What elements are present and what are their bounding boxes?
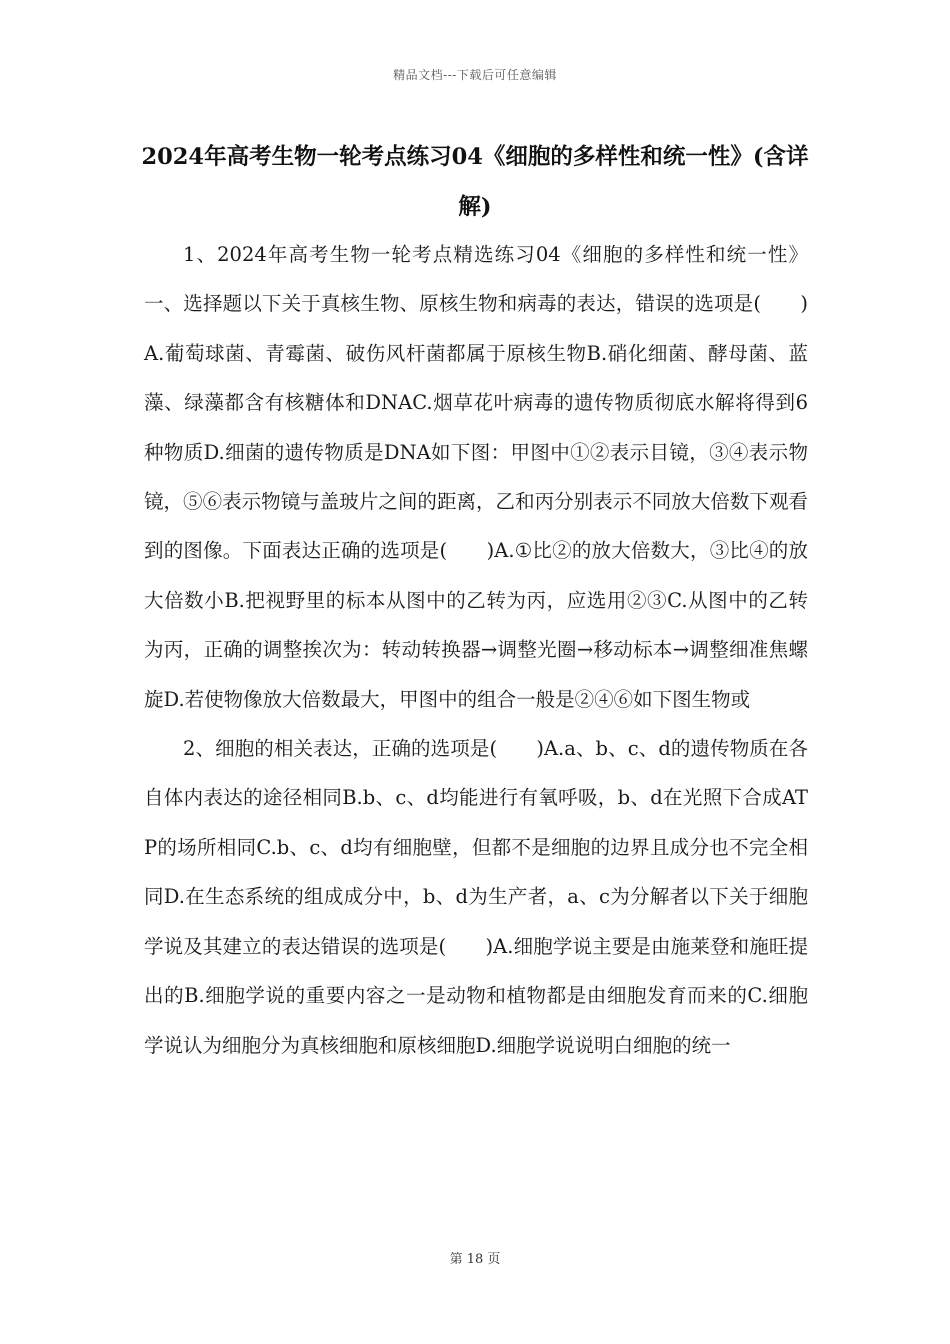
document-title: 2024年高考生物一轮考点练习04《细胞的多样性和统一性》(含详解): [141, 144, 809, 220]
document-body: [144, 230, 808, 1070]
paragraph-1: 1、2024年高考生物一轮考点精选练习04《细胞的多样性和统一性》一、选择题以下关于真核生物、原核生物和病毒的表达，错误的选项是( )A.葡萄球菌、青霉菌、破伤风杆菌都属于原核生物B.硝化细菌、酵母菌、蓝藻、绿藻都含有核糖体和DNAC.烟草花叶病毒的遗传物质彻底水解将得到6种物质D.细菌的遗传物质是DNA如下图：甲图中①②表示目镜，③④表示物镜，⑤⑥表示物镜与盖玻片之间的距离，乙和丙分别表示不同放大倍数下观看到的图像。下面表达正确的选项是( )A.①比②的放大倍数大，③比④的放大倍数小B.把视野里的标本从图中的乙转为丙，应选用②③C.从图中的乙转为丙，正确的调整挨次为：转动转换器→调整光圈→移动标本→调整细准焦螺旋D.若使物像放大倍数最大，甲图中的组合一般是②④⑥如下图生物或: [144, 243, 808, 711]
header-note: 精品文档---下载后可任意编辑: [393, 68, 557, 82]
paragraph-2: 2、细胞的相关表达，正确的选项是( )A.a、b、c、d的遗传物质在各自体内表达的途径相同B.b、c、d均能进行有氧呼吸，b、d在光照下合成ATP的场所相同C.b、c、d均有细胞壁，但都不是细胞的边界且成分也不完全相同D.在生态系统的组成成分中，b、d为生产者，a、c为分解者以下关于细胞学说及其建立的表达错误的选项是( )A.细胞学说主要是由施莱登和施旺提出的B.细胞学说的重要内容之一是动物和植物都是由细胞发育而来的C.细胞学说认为细胞分为真核细胞和原核细胞D.细胞学说说明白细胞的统一: [144, 737, 808, 1057]
page-number: 第 18 页: [449, 1252, 501, 1267]
